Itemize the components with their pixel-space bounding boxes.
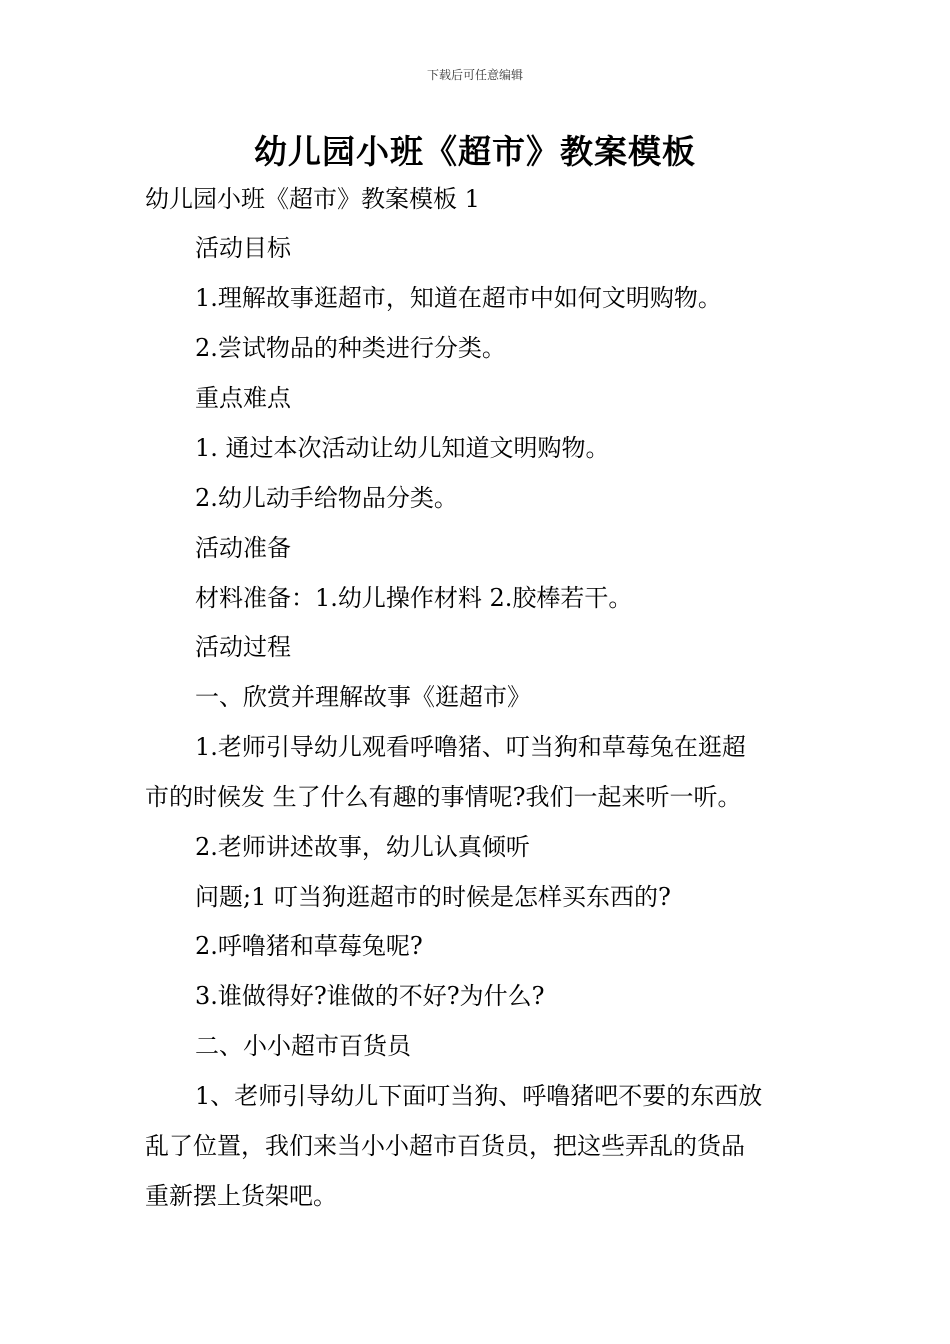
paragraph-line: 3.谁做得好?谁做的不好?为什么? xyxy=(195,982,545,1010)
paragraph-line: 材料准备：1.幼儿操作材料 2.胶棒若干。 xyxy=(195,584,633,612)
paragraph-line: 2.老师讲述故事，幼儿认真倾听 xyxy=(195,833,530,861)
paragraph-line: 活动目标 xyxy=(195,234,291,262)
paragraph-line: 二、小小超市百货员 xyxy=(195,1032,411,1060)
paragraph-line: 问题;1 叮当狗逛超市的时候是怎样买东西的? xyxy=(195,883,671,911)
page-header-note: 下载后可任意编辑 xyxy=(426,68,523,82)
paragraph-line: 市的时候发 生了什么有趣的事情呢?我们一起来听一听。 xyxy=(145,783,742,811)
paragraph-line: 2.幼儿动手给物品分类。 xyxy=(195,484,458,512)
paragraph-line: 1、老师引导幼儿下面叮当狗、呼噜猪吧不要的东西放 xyxy=(195,1082,763,1110)
paragraph-line: 1. 通过本次活动让幼儿知道文明购物。 xyxy=(195,434,610,462)
section-heading: 幼儿园小班《超市》教案模板 1 xyxy=(145,185,480,213)
paragraph-line: 重点难点 xyxy=(195,384,291,412)
paragraph-line: 1.老师引导幼儿观看呼噜猪、叮当狗和草莓兔在逛超 xyxy=(195,733,746,761)
document-title: 幼儿园小班《超市》教案模板 xyxy=(254,132,696,171)
paragraph-line: 乱了位置，我们来当小小超市百货员，把这些弄乱的货品 xyxy=(145,1132,745,1160)
paragraph-line: 2.呼噜猪和草莓兔呢? xyxy=(195,932,423,960)
paragraph-line: 2.尝试物品的种类进行分类。 xyxy=(195,334,506,362)
paragraph-line: 活动过程 xyxy=(195,633,291,661)
paragraph-line: 一、欣赏并理解故事《逛超市》 xyxy=(195,683,531,711)
paragraph-line: 1.理解故事逛超市，知道在超市中如何文明购物。 xyxy=(195,284,722,312)
paragraph-line: 重新摆上货架吧。 xyxy=(145,1182,337,1210)
paragraph-line: 活动准备 xyxy=(195,534,291,562)
